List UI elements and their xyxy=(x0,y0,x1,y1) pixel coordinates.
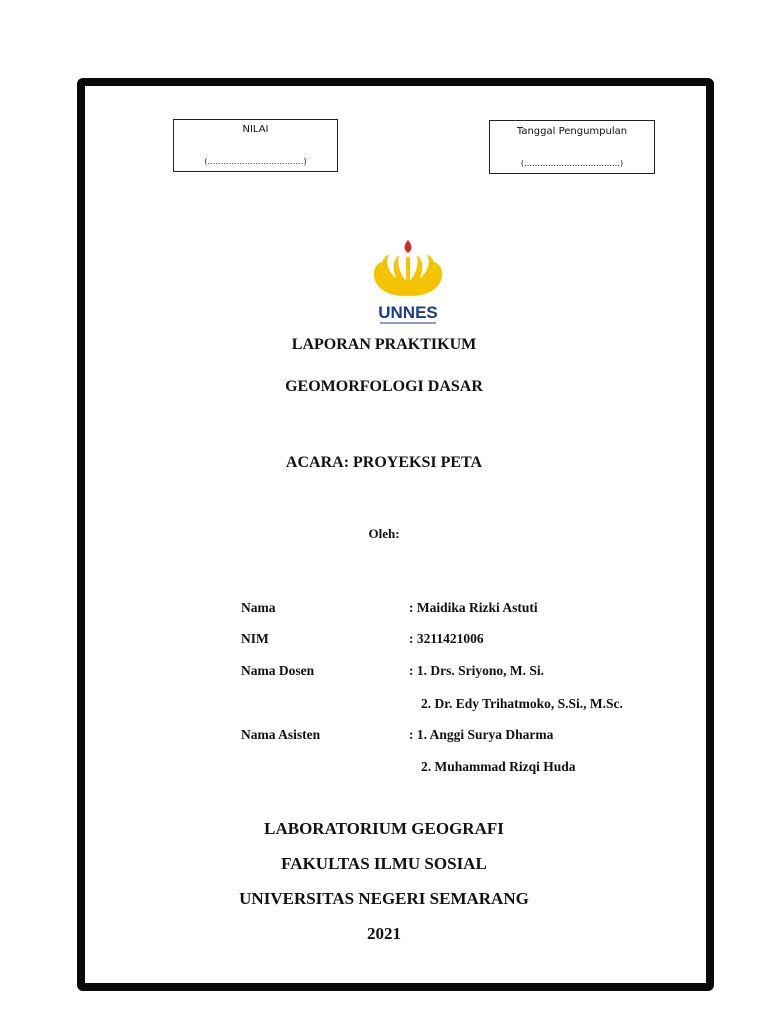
nim-value: : 3211421006 xyxy=(409,631,484,646)
nama-label: Nama xyxy=(241,600,276,615)
asisten-value-2: 2. Muhammad Rizqi Huda xyxy=(421,759,576,774)
nim-label: NIM xyxy=(241,631,269,646)
unnes-logo-icon xyxy=(372,238,444,328)
unnes-logo-text: UNNES xyxy=(378,303,438,322)
faculty-name: FAKULTAS ILMU SOSIAL xyxy=(281,854,487,873)
course-name: GEOMORFOLOGI DASAR xyxy=(285,378,483,395)
university-name: UNIVERSITAS NEGERI SEMARANG xyxy=(239,889,529,908)
asisten-value-1: : 1. Anggi Surya Dharma xyxy=(409,727,554,742)
report-title: LAPORAN PRAKTIKUM xyxy=(291,336,477,353)
dosen-value-2: 2. Dr. Edy Trihatmoko, S.Si., M.Sc. xyxy=(421,696,623,711)
year: 2021 xyxy=(367,924,401,943)
dosen-value-1: : 1. Drs. Sriyono, M. Si. xyxy=(409,663,544,678)
tanggal-pengumpulan-box xyxy=(489,120,655,174)
nilai-blank: (………………………………) xyxy=(204,157,307,166)
practicum-topic: ACARA: PROYEKSI PETA xyxy=(285,454,483,471)
dosen-label: Nama Dosen xyxy=(241,663,315,678)
nama-value: : Maidika Rizki Astuti xyxy=(409,600,538,615)
oleh-label: Oleh: xyxy=(368,526,400,541)
laboratory-name: LABORATORIUM GEOGRAFI xyxy=(264,819,504,838)
nilai-label: NILAI xyxy=(242,124,269,135)
tanggal-label: Tanggal Pengumpulan xyxy=(516,126,628,137)
asisten-label: Nama Asisten xyxy=(241,727,321,742)
tanggal-blank: (………………………………) xyxy=(520,159,624,168)
nilai-box xyxy=(173,119,338,172)
